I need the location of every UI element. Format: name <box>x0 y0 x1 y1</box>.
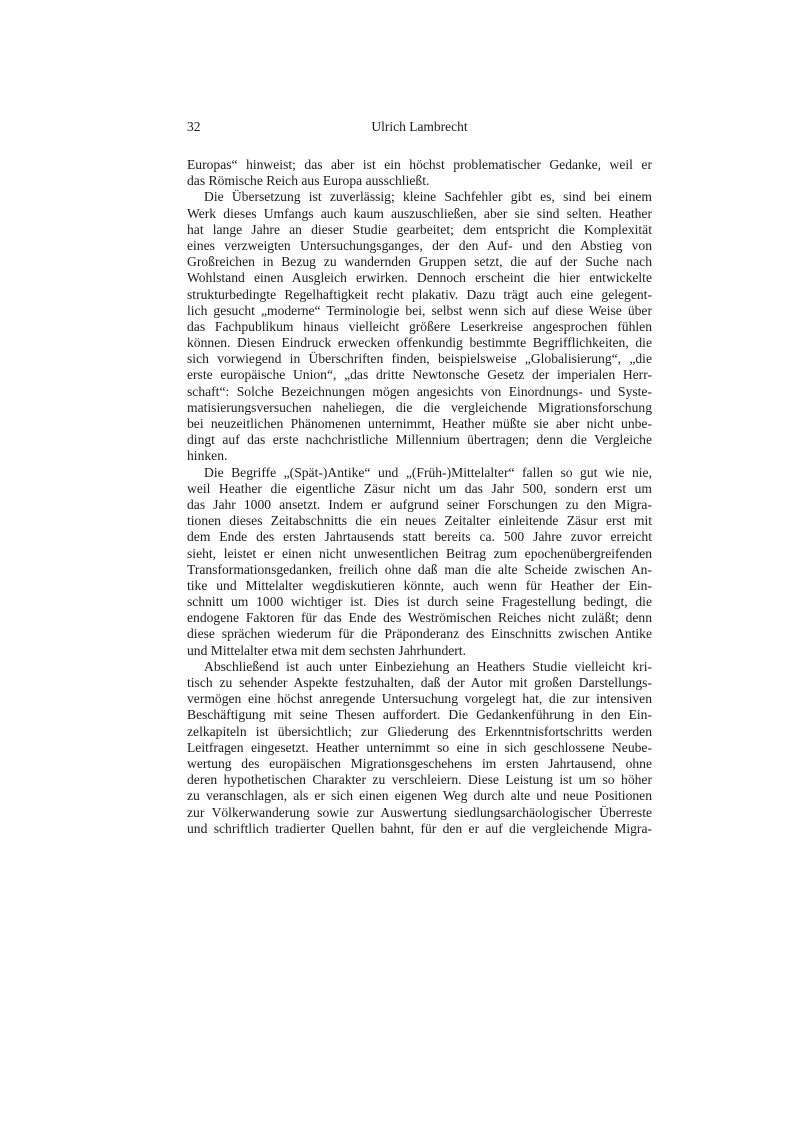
text-line: matisierungsversuchen naheliegen, die die vergleichende Migrationsforschung <box>187 399 652 415</box>
text-line: dingt auf das erste nachchristliche Millennium übertragen; denn die Vergleiche <box>187 432 652 448</box>
text-line: vermögen eine höchst anregende Untersuchung vorgelegt hat, die zur intensiven <box>187 691 652 707</box>
page-header <box>187 119 652 135</box>
page-number: 32 <box>187 119 201 134</box>
running-head: Ulrich Lambrecht <box>371 119 468 134</box>
text-line: Werk dieses Umfangs auch kaum auszuschließen, aber sie sind selten. Heather <box>187 205 652 221</box>
paragraph <box>187 659 652 837</box>
text-line: das Fachpublikum hinaus vielleicht größere Leserkreise angesprochen fühlen <box>187 318 652 334</box>
text-line: Die Begriffe „(Spät-)Antike“ und „(Früh-)Mittelalter“ fallen so gut wie nie, <box>204 464 652 480</box>
text-line: tike und Mittelalter wegdiskutieren könnte, auch wenn für Heather der Ein- <box>187 577 652 593</box>
text-line: Beschäftigung mit seine Thesen auffordert. Die Gedankenführung in den Ein- <box>187 707 652 723</box>
text-line: hat lange Jahre an dieser Studie gearbeitet; dem entspricht die Komplexität <box>187 221 652 237</box>
text-line: lich gesucht „moderne“ Terminologie bei, selbst wenn sich auf diese Weise über <box>187 302 652 318</box>
paragraph <box>187 465 652 659</box>
text-line: das Jahr 1000 ansetzt. Indem er aufgrund seiner Forschungen zu den Migra- <box>187 496 652 512</box>
text-line: endogene Faktoren für das Ende des Weströmischen Reiches nicht zuläßt; denn <box>187 610 652 626</box>
body-text <box>187 157 652 837</box>
text-line: schnitt um 1000 wichtiger ist. Dies ist durch seine Fragestellung bedingt, die <box>187 594 652 610</box>
paragraph <box>187 189 652 464</box>
text-line: Großreichen in Bezug zu wandernden Gruppen setzt, die auf der Suche nach <box>187 254 652 270</box>
text-line: sieht, leistet er einen nicht unwesentlichen Beitrag zum epochenübergreifenden <box>187 545 652 561</box>
text-line: tisch zu sehender Aspekte festzuhalten, daß der Autor mit großen Darstellungs- <box>187 675 652 690</box>
text-line: diese sprächen wiederum für die Präponderanz des Einschnitts zwischen Antike <box>187 626 652 642</box>
text-line: können. Diesen Eindruck erwecken offenkundig bestimmte Begrifflichkeiten, die <box>187 335 652 351</box>
text-line: bei neuzeitlichen Phänomenen unternimmt, Heather müßte sie aber nicht unbe- <box>187 416 652 431</box>
text-line: zelkapiteln ist übersichtlich; zur Gliederung des Erkenntnisfortschritts werden <box>187 723 652 739</box>
paragraph <box>187 157 652 189</box>
text-line: hinken. <box>187 448 228 464</box>
text-line: Transformationsgedanken, freilich ohne daß man die alte Scheide zwischen An- <box>187 561 652 577</box>
text-line: deren hypothetischen Charakter zu verschleiern. Diese Leistung ist um so höher <box>187 772 652 788</box>
text-line: schaft“: Solche Bezeichnungen mögen angesichts von Einordnungs- und Syste- <box>187 383 652 399</box>
text-line: und schriftlich tradierter Quellen bahnt, für den er auf die vergleichende Migra- <box>187 820 652 836</box>
text-line: Europas“ hinweist; das aber ist ein höchst problematischer Gedanke, weil er <box>187 157 652 172</box>
text-line: wertung des europäischen Migrationsgeschehens im ersten Jahrtausend, ohne <box>187 755 652 771</box>
text-line: Leitfragen eingesetzt. Heather unternimmt so eine in sich geschlossene Neube- <box>187 739 652 755</box>
text-line: eines verzweigten Untersuchungsganges, der den Auf- und den Abstieg von <box>187 237 652 253</box>
text-line: sich vorwiegend in Überschriften finden, beispielsweise „Globalisierung“, „die <box>187 351 652 367</box>
text-line: und Mittelalter etwa mit dem sechsten Jahrhundert. <box>187 642 466 658</box>
text-line: Wohlstand einen Ausgleich erwirken. Dennoch erscheint die hier entwickelte <box>187 270 652 286</box>
text-line: Die Übersetzung ist zuverlässig; kleine Sachfehler gibt es, sind bei einem <box>204 189 652 205</box>
text-line: erste europäische Union“, „das dritte Newtonsche Gesetz der imperialen Herr- <box>187 367 652 383</box>
text-line: Abschließend ist auch unter Einbeziehung an Heathers Studie vielleicht kri- <box>204 658 652 674</box>
text-line: weil Heather die eigentliche Zäsur nicht um das Jahr 500, sondern erst um <box>187 480 652 496</box>
text-line: dem Ende des ersten Jahrtausends statt bereits ca. 500 Jahre zuvor erreicht <box>187 529 652 545</box>
text-line: strukturbedingte Regelhaftigkeit recht plakativ. Dazu trägt auch eine gelegent- <box>187 286 652 302</box>
text-line: das Römische Reich aus Europa ausschließt. <box>187 173 430 189</box>
text-line: zu veranschlagen, als er sich einen eigenen Weg durch alte und neue Positionen <box>187 788 652 804</box>
text-line: tionen dieses Zeitabschnitts die ein neues Zeitalter einleitende Zäsur erst mit <box>187 513 652 529</box>
text-line: zur Völkerwanderung sowie zur Auswertung siedlungsarchäologischer Überreste <box>187 804 652 820</box>
